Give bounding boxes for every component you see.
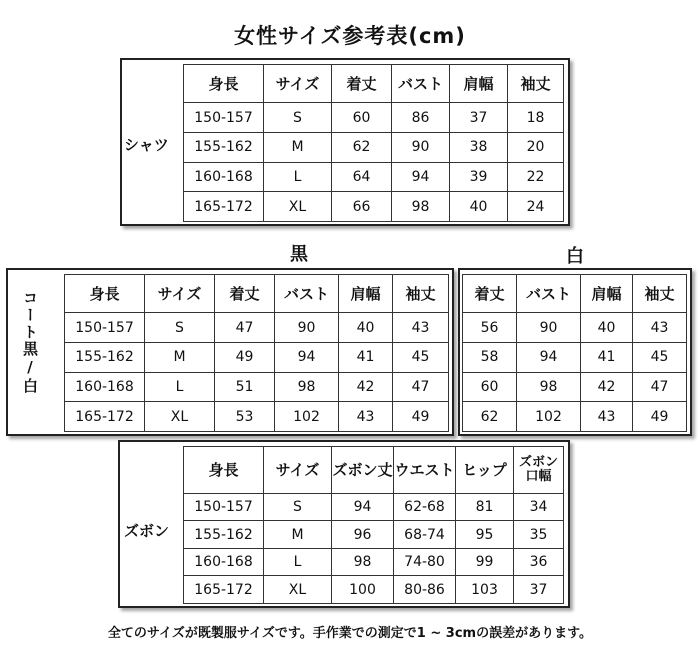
pants-table-row [184,493,564,521]
coat-black-table-cell: 42 [339,372,393,402]
pants-table-cell: 155-162 [184,521,264,549]
shirt-table-cell: XL [264,192,332,222]
coat-black-header-cell: 着丈 [215,275,275,313]
coat-white-table-cell: 62 [463,402,517,432]
pants-header-cell: サイズ [264,447,332,494]
coat-black-table-cell: 160-168 [65,372,145,402]
pants-table-cell: 160-168 [184,548,264,576]
coat-black-table-cell: 40 [339,313,393,343]
coat-white-table-cell: 42 [581,372,633,402]
pants-header-cell: ズボン丈 [332,447,394,494]
coat-black-table-cell: 102 [275,402,339,432]
shirt-header-cell: バスト [392,65,450,103]
shirt-header-cell: 袖丈 [508,65,564,103]
shirt-table-cell: 160-168 [184,162,264,192]
coat-white-table-cell: 94 [517,343,581,373]
coat-white-header-row [463,275,687,313]
coat-white-table-cell: 49 [633,402,687,432]
shirt-table-cell: 64 [332,162,392,192]
shirt-table-cell: 94 [392,162,450,192]
coat-black-table-row [65,313,449,343]
coat-black-header-cell: サイズ [145,275,215,313]
coat-white-table-row [463,372,687,402]
shirt-header-cell: 着丈 [332,65,392,103]
coat-black-size-table [64,274,449,432]
shirt-header-cell: 肩幅 [450,65,508,103]
pants-table-cell: 100 [332,576,394,604]
shirt-header-cell: サイズ [264,65,332,103]
shirt-table-cell: 22 [508,162,564,192]
coat-black-header-cell: 身長 [65,275,145,313]
pants-table-row [184,521,564,549]
shirt-size-table [183,64,564,222]
coat-white-table-cell: 60 [463,372,517,402]
coat-black-table-cell: 43 [393,313,449,343]
shirt-table-cell: 24 [508,192,564,222]
pants-table-cell: 103 [456,576,514,604]
shirt-table-row [184,103,564,133]
shirt-table-row [184,162,564,192]
coat-white-table-cell: 98 [517,372,581,402]
shirt-table-cell: 66 [332,192,392,222]
shirt-table-cell: 98 [392,192,450,222]
coat-black-header-cell: 肩幅 [339,275,393,313]
coat-white-table-cell: 40 [581,313,633,343]
coat-white-heading: 白 [566,246,584,267]
coat-black-table-cell: 51 [215,372,275,402]
coat-black-table-cell: XL [145,402,215,432]
pants-table-cell: 150-157 [184,493,264,521]
shirt-table-cell: 62 [332,133,392,163]
pants-table-cell: S [264,493,332,521]
coat-white-table-cell: 43 [633,313,687,343]
shirt-table-row [184,133,564,163]
coat-white-table-cell: 43 [581,402,633,432]
pants-table-cell: 74-80 [394,548,456,576]
coat-white-header-cell: 着丈 [463,275,517,313]
coat-white-table-row [463,343,687,373]
pants-table-cell: 96 [332,521,394,549]
coat-white-header-cell: 袖丈 [633,275,687,313]
pants-table-cell: 35 [514,521,564,549]
coat-black-heading: 黒 [290,244,308,265]
coat-black-table-cell: S [145,313,215,343]
coat-black-table-row [65,372,449,402]
pants-label: ズボン [124,522,170,540]
coat-white-header-cell: バスト [517,275,581,313]
coat-white-table-cell: 102 [517,402,581,432]
coat-black-table-cell: 98 [275,372,339,402]
coat-black-table-cell: 47 [393,372,449,402]
coat-white-table-row [463,313,687,343]
shirt-table-cell: 39 [450,162,508,192]
coat-black-table-cell: 90 [275,313,339,343]
coat-black-table-cell: 43 [339,402,393,432]
coat-black-header-cell: バスト [275,275,339,313]
coat-white-table-cell: 58 [463,343,517,373]
coat-black-table-row [65,343,449,373]
pants-table-cell: 34 [514,493,564,521]
coat-black-table-cell: 45 [393,343,449,373]
coat-black-header-row [65,275,449,313]
coat-white-table-cell: 56 [463,313,517,343]
shirt-table-cell: 40 [450,192,508,222]
page-title: 女性サイズ参考表(cm) [234,24,466,48]
shirt-table-row [184,192,564,222]
pants-table-cell: 68-74 [394,521,456,549]
pants-table-cell: XL [264,576,332,604]
coat-black-header-cell: 袖丈 [393,275,449,313]
pants-table-row [184,576,564,604]
coat-black-table-cell: 49 [215,343,275,373]
shirt-table-cell: M [264,133,332,163]
coat-white-table-cell: 41 [581,343,633,373]
shirt-table-cell: 37 [450,103,508,133]
shirt-header-cell: 身長 [184,65,264,103]
shirt-table-cell: 86 [392,103,450,133]
coat-white-size-table [462,274,687,432]
coat-black-table-cell: 94 [275,343,339,373]
pants-table-cell: 80-86 [394,576,456,604]
pants-table-cell: 98 [332,548,394,576]
shirt-table-cell: 165-172 [184,192,264,222]
coat-white-table-cell: 47 [633,372,687,402]
coat-white-table-cell: 90 [517,313,581,343]
coat-black-table-cell: 155-162 [65,343,145,373]
coat-white-table-row [463,402,687,432]
pants-header-row [184,447,564,494]
shirt-table-cell: 150-157 [184,103,264,133]
coat-black-table-row [65,402,449,432]
pants-table-cell: M [264,521,332,549]
footnote: 全てのサイズが既製服サイズです。手作業での測定で1 ~ 3cmの誤差があります。 [107,626,593,641]
pants-table-cell: 62-68 [394,493,456,521]
pants-header-cell: ズボン口幅 [514,447,564,494]
coat-black-table-cell: 165-172 [65,402,145,432]
pants-table-cell: 165-172 [184,576,264,604]
coat-white-table-cell: 45 [633,343,687,373]
shirt-table-cell: 60 [332,103,392,133]
pants-size-table [183,446,564,604]
pants-header-cell: 身長 [184,447,264,494]
coat-black-table-cell: 49 [393,402,449,432]
pants-table-cell: 99 [456,548,514,576]
pants-table-cell: L [264,548,332,576]
pants-header-cell: ヒップ [456,447,514,494]
pants-header-cell: ウエスト [394,447,456,494]
pants-table-cell: 95 [456,521,514,549]
pants-table-cell: 37 [514,576,564,604]
pants-table-cell: 81 [456,493,514,521]
coat-black-table-cell: 47 [215,313,275,343]
coat-label: コート黒/白 [21,290,39,395]
shirt-table-cell: 90 [392,133,450,163]
pants-table-cell: 36 [514,548,564,576]
pants-table-cell: 94 [332,493,394,521]
coat-white-header-cell: 肩幅 [581,275,633,313]
shirt-table-cell: 20 [508,133,564,163]
shirt-table-cell: 155-162 [184,133,264,163]
coat-black-table-cell: M [145,343,215,373]
coat-black-table-cell: 150-157 [65,313,145,343]
shirt-header-row [184,65,564,103]
shirt-table-cell: 18 [508,103,564,133]
shirt-label: シャツ [124,136,169,154]
shirt-table-cell: L [264,162,332,192]
coat-black-table-cell: 41 [339,343,393,373]
pants-table-row [184,548,564,576]
shirt-table-cell: S [264,103,332,133]
coat-black-table-cell: 53 [215,402,275,432]
shirt-table-cell: 38 [450,133,508,163]
coat-black-table-cell: L [145,372,215,402]
